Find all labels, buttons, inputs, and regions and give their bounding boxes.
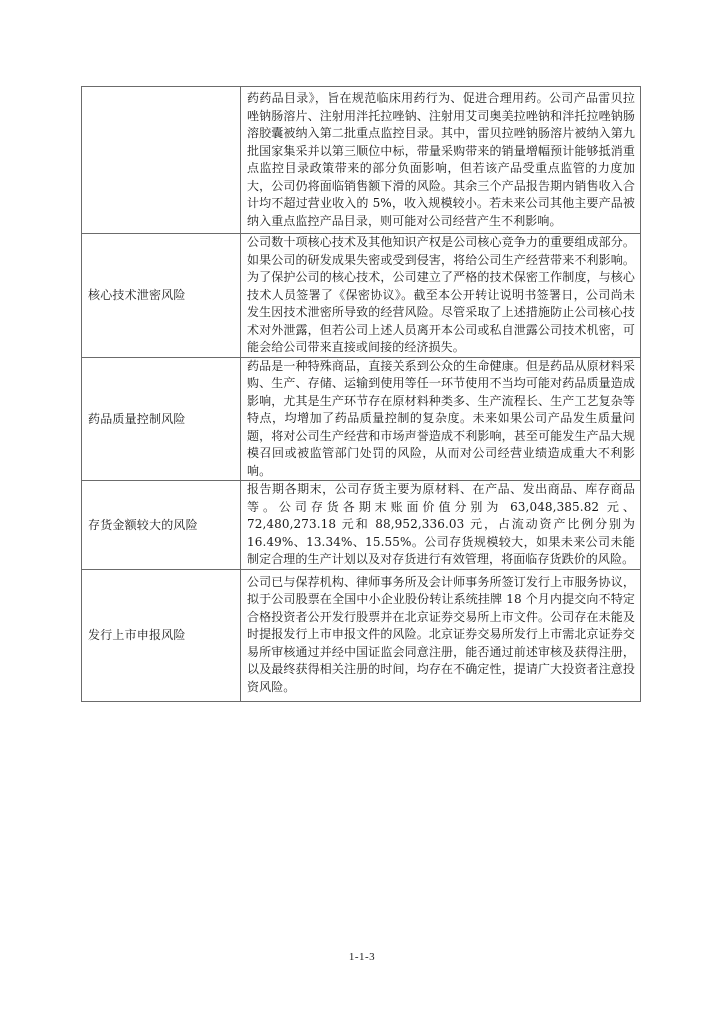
- risk-description-cell: 报告期各期末，公司存货主要为原材料、在产品、发出商品、库存商品等。公司存货各期末账面价值分别为 63,048,385.82 元、72,480,273.18 元和 88,952,336.03 元，占流动资产比例分别为 16.49%、13.34%、15.55%。公司存货规模较大，如果未来公司未能制定合理的生产计划以及对存货进行有效管理，将面临存货跌价的风险。: [241, 481, 641, 570]
- page-number: 1-1-3: [348, 951, 376, 963]
- table-row: [82, 357, 641, 481]
- table-row: [82, 569, 641, 701]
- risk-description-cell: 药品是一种特殊商品，直接关系到公众的生命健康。但是药品从原材料采购、生产、存储、运输到使用等任一环节使用不当均可能对药品质量造成影响，尤其是生产环节存在原材料种类多、生产流程长、生产工艺复杂等特点，均增加了药品质量控制的复杂度。未来如果公司产品发生质量问题，将对公司生产经营和市场声誉造成不利影响，甚至可能发生产品大规模召回或被监管部门处罚的风险，从而对公司经营业绩造成重大不利影响。: [241, 357, 641, 481]
- table-row: [82, 234, 641, 358]
- risk-description-cell: 药药品目录》，旨在规范临床用药行为、促进合理用药。公司产品雷贝拉唑钠肠溶片、注射用泮托拉唑钠、注射用艾司奥美拉唑钠和泮托拉唑钠肠溶胶囊被纳入第二批重点监控目录。其中，雷贝拉唑钠肠溶片被纳入第九批国家集采并以第三顺位中标，带量采购带来的销量增幅预计能够抵消重点监控目录政策带来的部分负面影响，但若该产品受重点监管的力度加大，公司仍将面临销售额下滑的风险。其余三个产品报告期内销售收入合计均不超过营业收入的 5%，收入规模较小。若未来公司其他主要产品被纳入重点监控产品目录，则可能对公司经营产生不利影响。: [241, 87, 641, 234]
- risk-name-cell: 药品质量控制风险: [82, 357, 241, 481]
- risk-name-cell: 存货金额较大的风险: [82, 481, 241, 570]
- table-row: [82, 87, 641, 234]
- risk-description-cell: 公司数十项核心技术及其他知识产权是公司核心竞争力的重要组成部分。如果公司的研发成果失密或受到侵害，将给公司生产经营带来不利影响。为了保护公司的核心技术，公司建立了严格的技术保密工作制度，与核心技术人员签署了《保密协议》。截至本公开转让说明书签署日，公司尚未发生因技术泄密所导致的经营风险。尽管采取了上述措施防止公司核心技术对外泄露，但若公司上述人员离开本公司或私自泄露公司技术机密，可能会给公司带来直接或间接的经济损失。: [241, 234, 641, 358]
- risk-name-cell: [82, 87, 241, 234]
- risk-description-cell: 公司已与保荐机构、律师事务所及会计师事务所签订发行上市服务协议，拟于公司股票在全国中小企业股份转让系统挂牌 18 个月内提交向不特定合格投资者公开发行股票并在北京证券交易所上市文件。公司存在未能及时提报发行上市申报文件的风险。北京证券交易所发行上市需北京证券交易所审核通过并经中国证监会同意注册，能否通过前述审核及获得注册，以及最终获得相关注册的时间，均存在不确定性，提请广大投资者注意投资风险。: [241, 569, 641, 701]
- risk-factor-table: [81, 86, 641, 702]
- risk-name-cell: 发行上市申报风险: [82, 569, 241, 701]
- risk-name-cell: 核心技术泄密风险: [82, 234, 241, 358]
- table-row: [82, 481, 641, 570]
